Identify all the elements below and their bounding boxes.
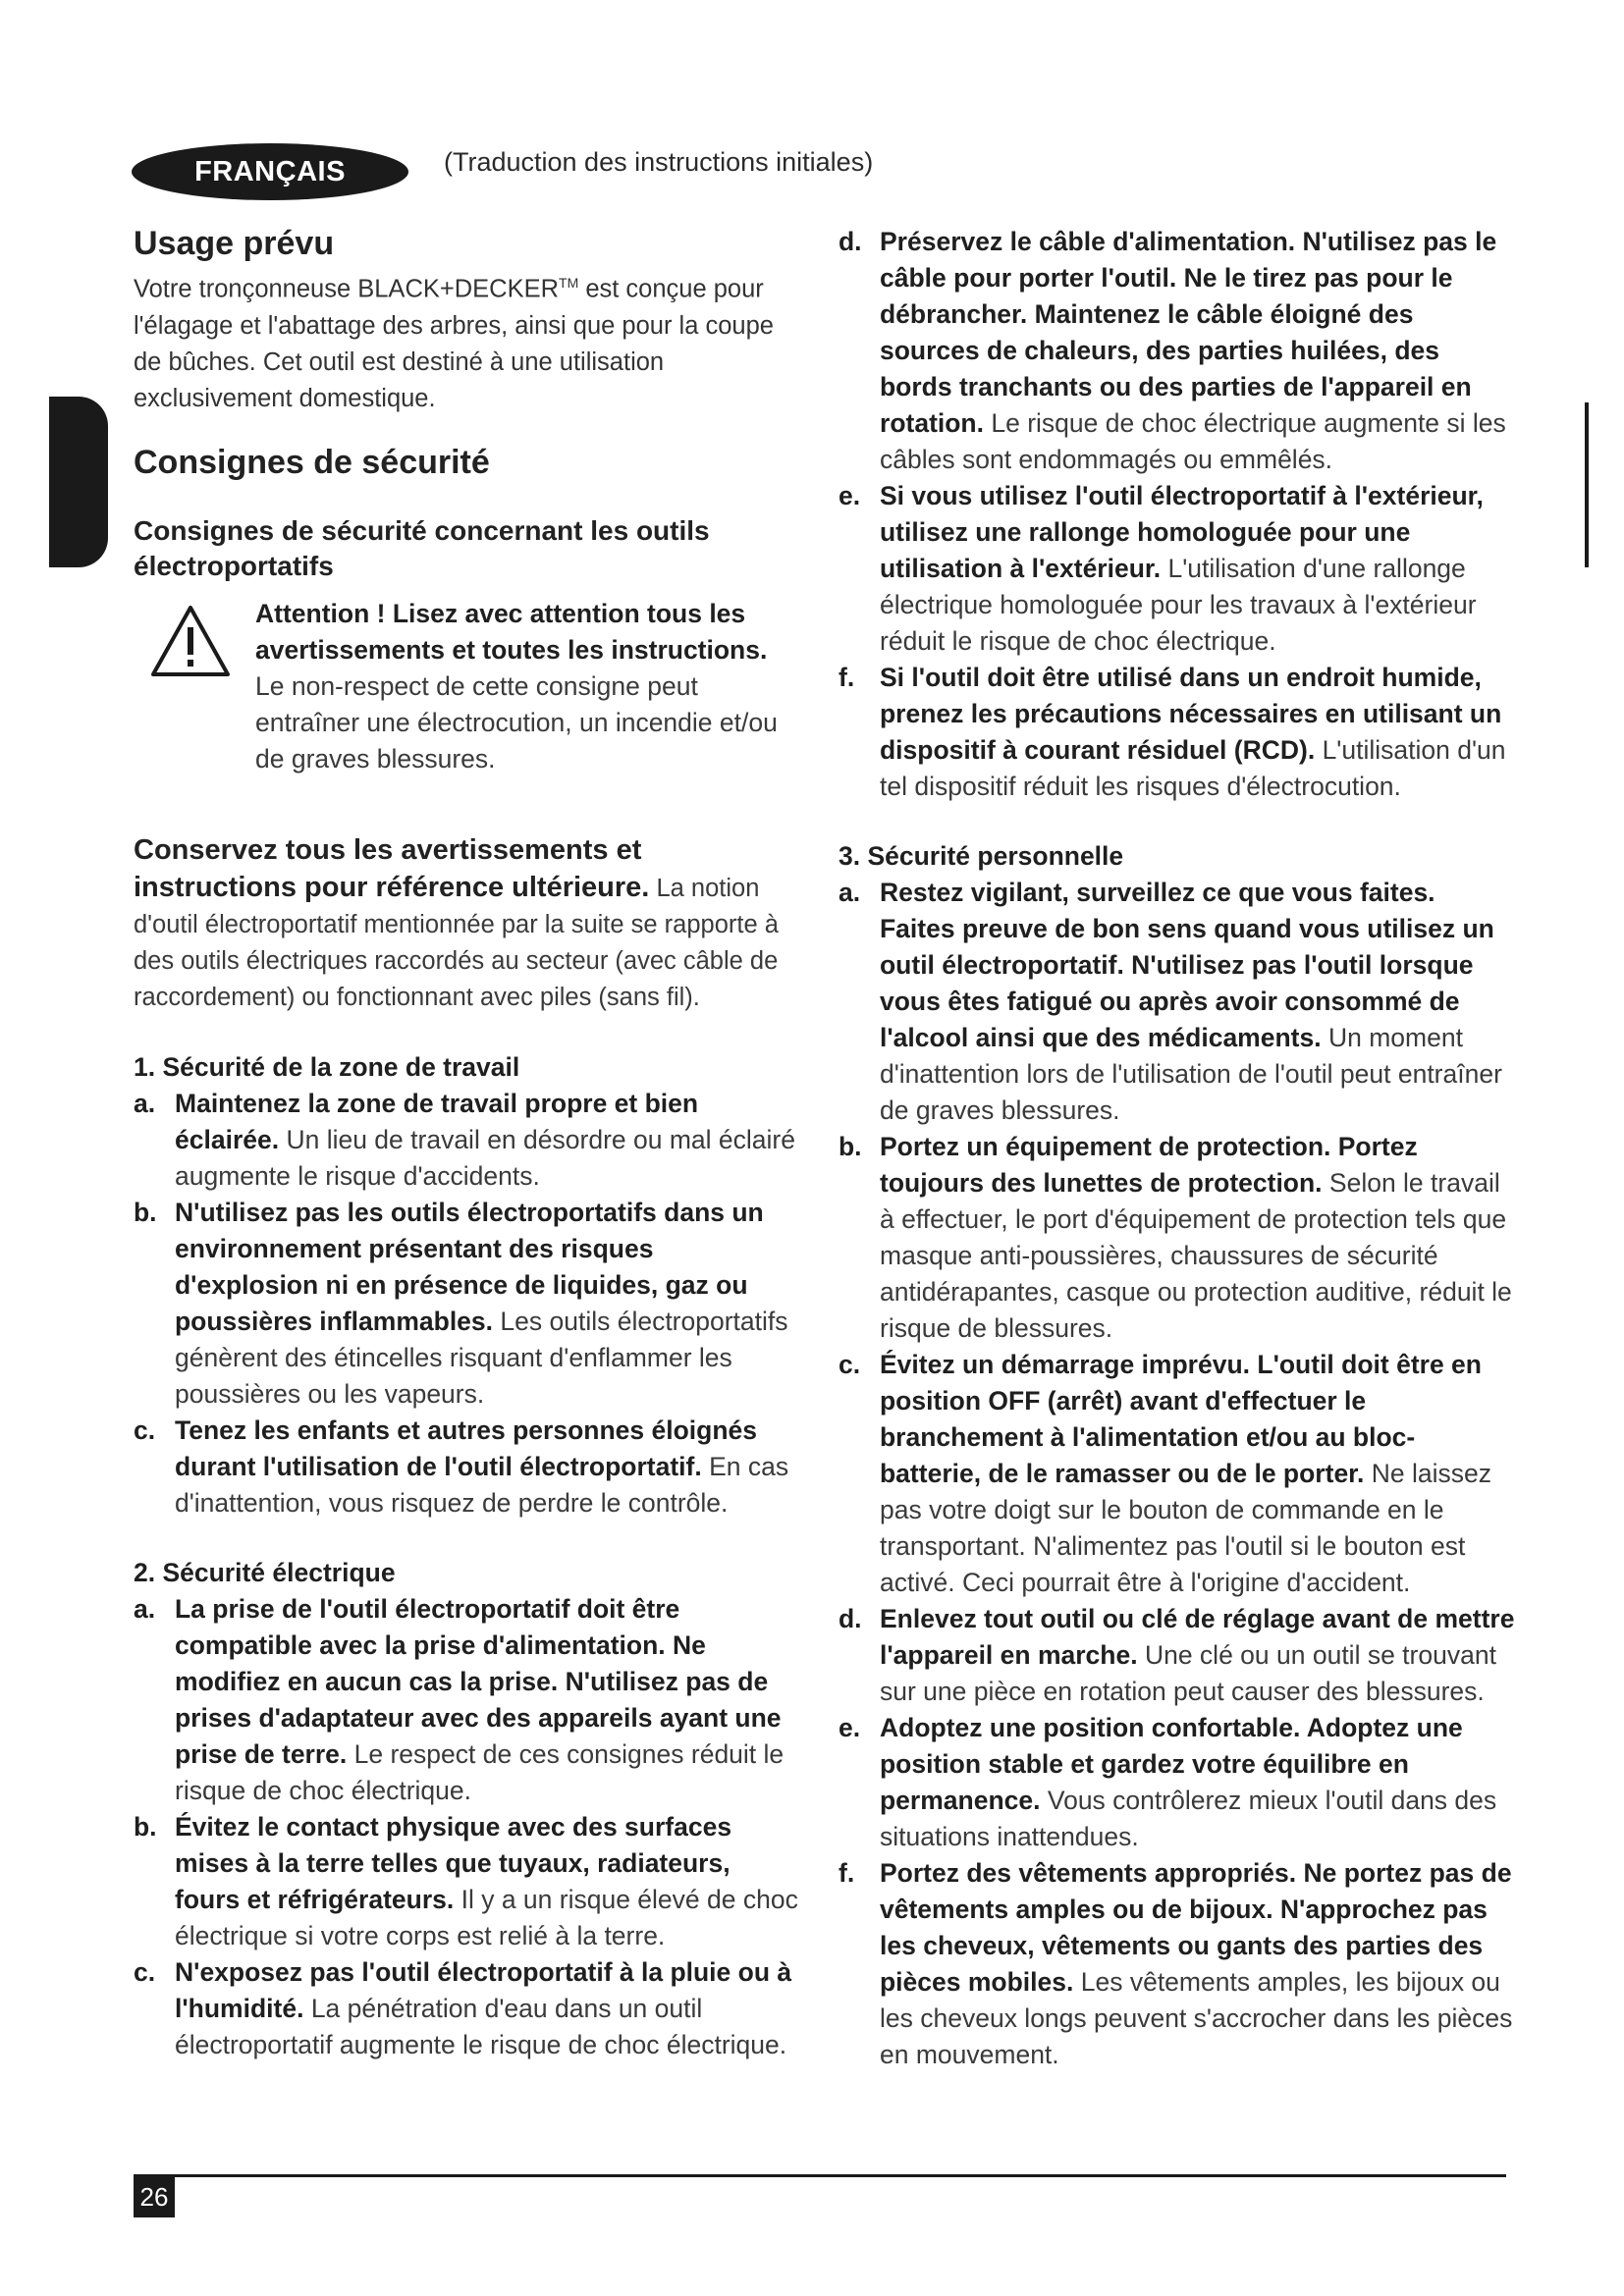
- list-item: a. La prise de l'outil électroportatif doit être compatible avec la prise d'alimentation. Ne modifiez en aucun cas la prise. N'utilisez pas de prises d'adaptateur avec des appareils ayant une prise de terre. Le respect de ces consignes réduit le risque de choc électrique.: [134, 1593, 785, 1805]
- section-3-title: 3. Sécurité personnelle: [839, 841, 1124, 871]
- list-item: e. Adoptez une position confortable. Adoptez une position stable et gardez votre équilibre en permanence. Vous contrôlerez mieux l'outil dans des situations inattendues.: [839, 1713, 1497, 1851]
- margin-bar: [1585, 402, 1589, 567]
- usage-title: Usage prévu: [134, 225, 335, 262]
- list-item: c. Tenez les enfants et autres personnes éloignés durant l'utilisation de l'outil électroportatif. En cas d'inattention, vous risquez de perdre le contrôle.: [134, 1415, 789, 1518]
- safety-title: Consignes de sécurité: [134, 443, 490, 481]
- list-item: e. Si vous utilisez l'outil électroportatif à l'extérieur, utilisez une rallonge homologuée pour une utilisation à l'extérieur. L'utilisation d'une rallonge électrique homologuée pour les travaux à l'extérieur réduit le risque de choc électrique.: [839, 481, 1484, 656]
- list-item: f. Portez des vêtements appropriés. Ne portez pas de vêtements amples ou de bijoux. N'approchez pas les cheveux, vêtements ou gants des parties des pièces mobiles. Les vêtements amples, les bijoux ou les cheveux longs peuvent s'accrocher dans les pièces en mouvement.: [839, 1858, 1513, 2069]
- section-tab: [49, 397, 108, 567]
- list-item: b. N'utilisez pas les outils électroportatifs dans un environnement présentant des risques d'explosion ni en présence de liquides, gaz ou poussières inflammables. Les outils électroportatifs génèrent des étincelles risquant d'enflammer les poussières ou les vapeurs.: [134, 1197, 788, 1409]
- page-number: 26: [134, 2176, 175, 2217]
- safety-subtitle: Consignes de sécurité concernant les outils électroportatifs: [134, 514, 710, 581]
- usage-text: Votre tronçonneuse BLACK+DECKER™ est conçue pour l'élagage et l'abattage des arbres, ainsi que pour la coupe de bûches. Cet outil est destiné à une utilisation exclusivement domestique.: [134, 275, 774, 412]
- warning-block: [134, 596, 801, 777]
- list-item: d. Enlevez tout outil ou clé de réglage avant de mettre l'appareil en marche. Une clé ou un outil se trouvant sur une pièce en rotation peut causer des blessures.: [839, 1604, 1515, 1706]
- list-item: d. Préservez le câble d'alimentation. N'utilisez pas le câble pour porter l'outil. Ne le tirez pas pour le débrancher. Maintenez le câble éloigné des sources de chaleurs, des parties huilées, des bords tranchants ou des parties de l'appareil en rotation. Le risque de choc électrique augmente si les câbles sont endommagés ou emmêlés.: [839, 227, 1506, 474]
- list-item: a. Maintenez la zone de travail propre et bien éclairée. Un lieu de travail en désordre ou mal éclairé augmente le risque d'accidents.: [134, 1088, 795, 1191]
- list-item: b. Évitez le contact physique avec des surfaces mises à la terre telles que tuyaux, radiateurs, fours et réfrigérateurs. Il y a un risque élevé de choc électrique si votre corps est relié à la terre.: [134, 1811, 798, 1950]
- list-item: b. Portez un équipement de protection. Portez toujours des lunettes de protection. Selon le travail à effectuer, le port d'équipement de protection tels que masque anti-poussières, chaussures de sécurité antidérapantes, casque ou protection auditive, réduit le risque de blessures.: [839, 1132, 1512, 1343]
- list-item: f. Si l'outil doit être utilisé dans un endroit humide, prenez les précautions nécessaires en utilisant un dispositif à courant résiduel (RCD). L'utilisation d'un tel dispositif réduit les risques d'électrocution.: [839, 663, 1506, 801]
- list-item: c. N'exposez pas l'outil électroportatif à la pluie ou à l'humidité. La pénétration d'eau dans un outil électroportatif augmente le risque de choc électrique.: [134, 1956, 792, 2059]
- left-column: [134, 224, 801, 2063]
- warning-text: Attention ! Lisez avec attention tous les avertissements et toutes les instructions. Le non-respect de cette consigne peut entraîner une électrocution, un incendie et/ou de graves blessures.: [255, 598, 778, 774]
- footer-rule: [134, 2174, 1506, 2177]
- section-2-title: 2. Sécurité électrique: [134, 1557, 396, 1587]
- translation-note: (Traduction des instructions initiales): [444, 147, 874, 177]
- keep-instructions: Conservez tous les avertissements et instructions pour référence ultérieure. La notion d'outil électroportatif mentionnée par la suite se rapporte à des outils électriques raccordés au secteur (avec câble de raccordement) ou fonctionnant avec piles (sans fil).: [134, 833, 779, 1011]
- language-badge: FRANÇAIS: [132, 143, 408, 200]
- list-item: a. Restez vigilant, surveillez ce que vous faites. Faites preuve de bon sens quand vous utilisez un outil électroportatif. N'utilisez pas l'outil lorsque vous êtes fatigué ou après avoir consommé de l'alcool ainsi que des médicaments. Un moment d'inattention lors de l'utilisation de l'outil peut entraîner de graves blessures.: [839, 878, 1502, 1125]
- list-item: c. Évitez un démarrage imprévu. L'outil doit être en position OFF (arrêt) avant d'effectuer le branchement à l'alimentation et/ou au bloc-batterie, de le ramasser ou de le porter. Ne laissez pas votre doigt sur le bouton de commande en le transportant. N'alimentez pas l'outil si le bouton est activé. Ceci pourrait être à l'origine d'accident.: [839, 1350, 1492, 1597]
- warning-triangle-icon: [149, 604, 232, 777]
- right-column: [839, 224, 1516, 2073]
- section-1-title: 1. Sécurité de la zone de travail: [134, 1051, 520, 1082]
